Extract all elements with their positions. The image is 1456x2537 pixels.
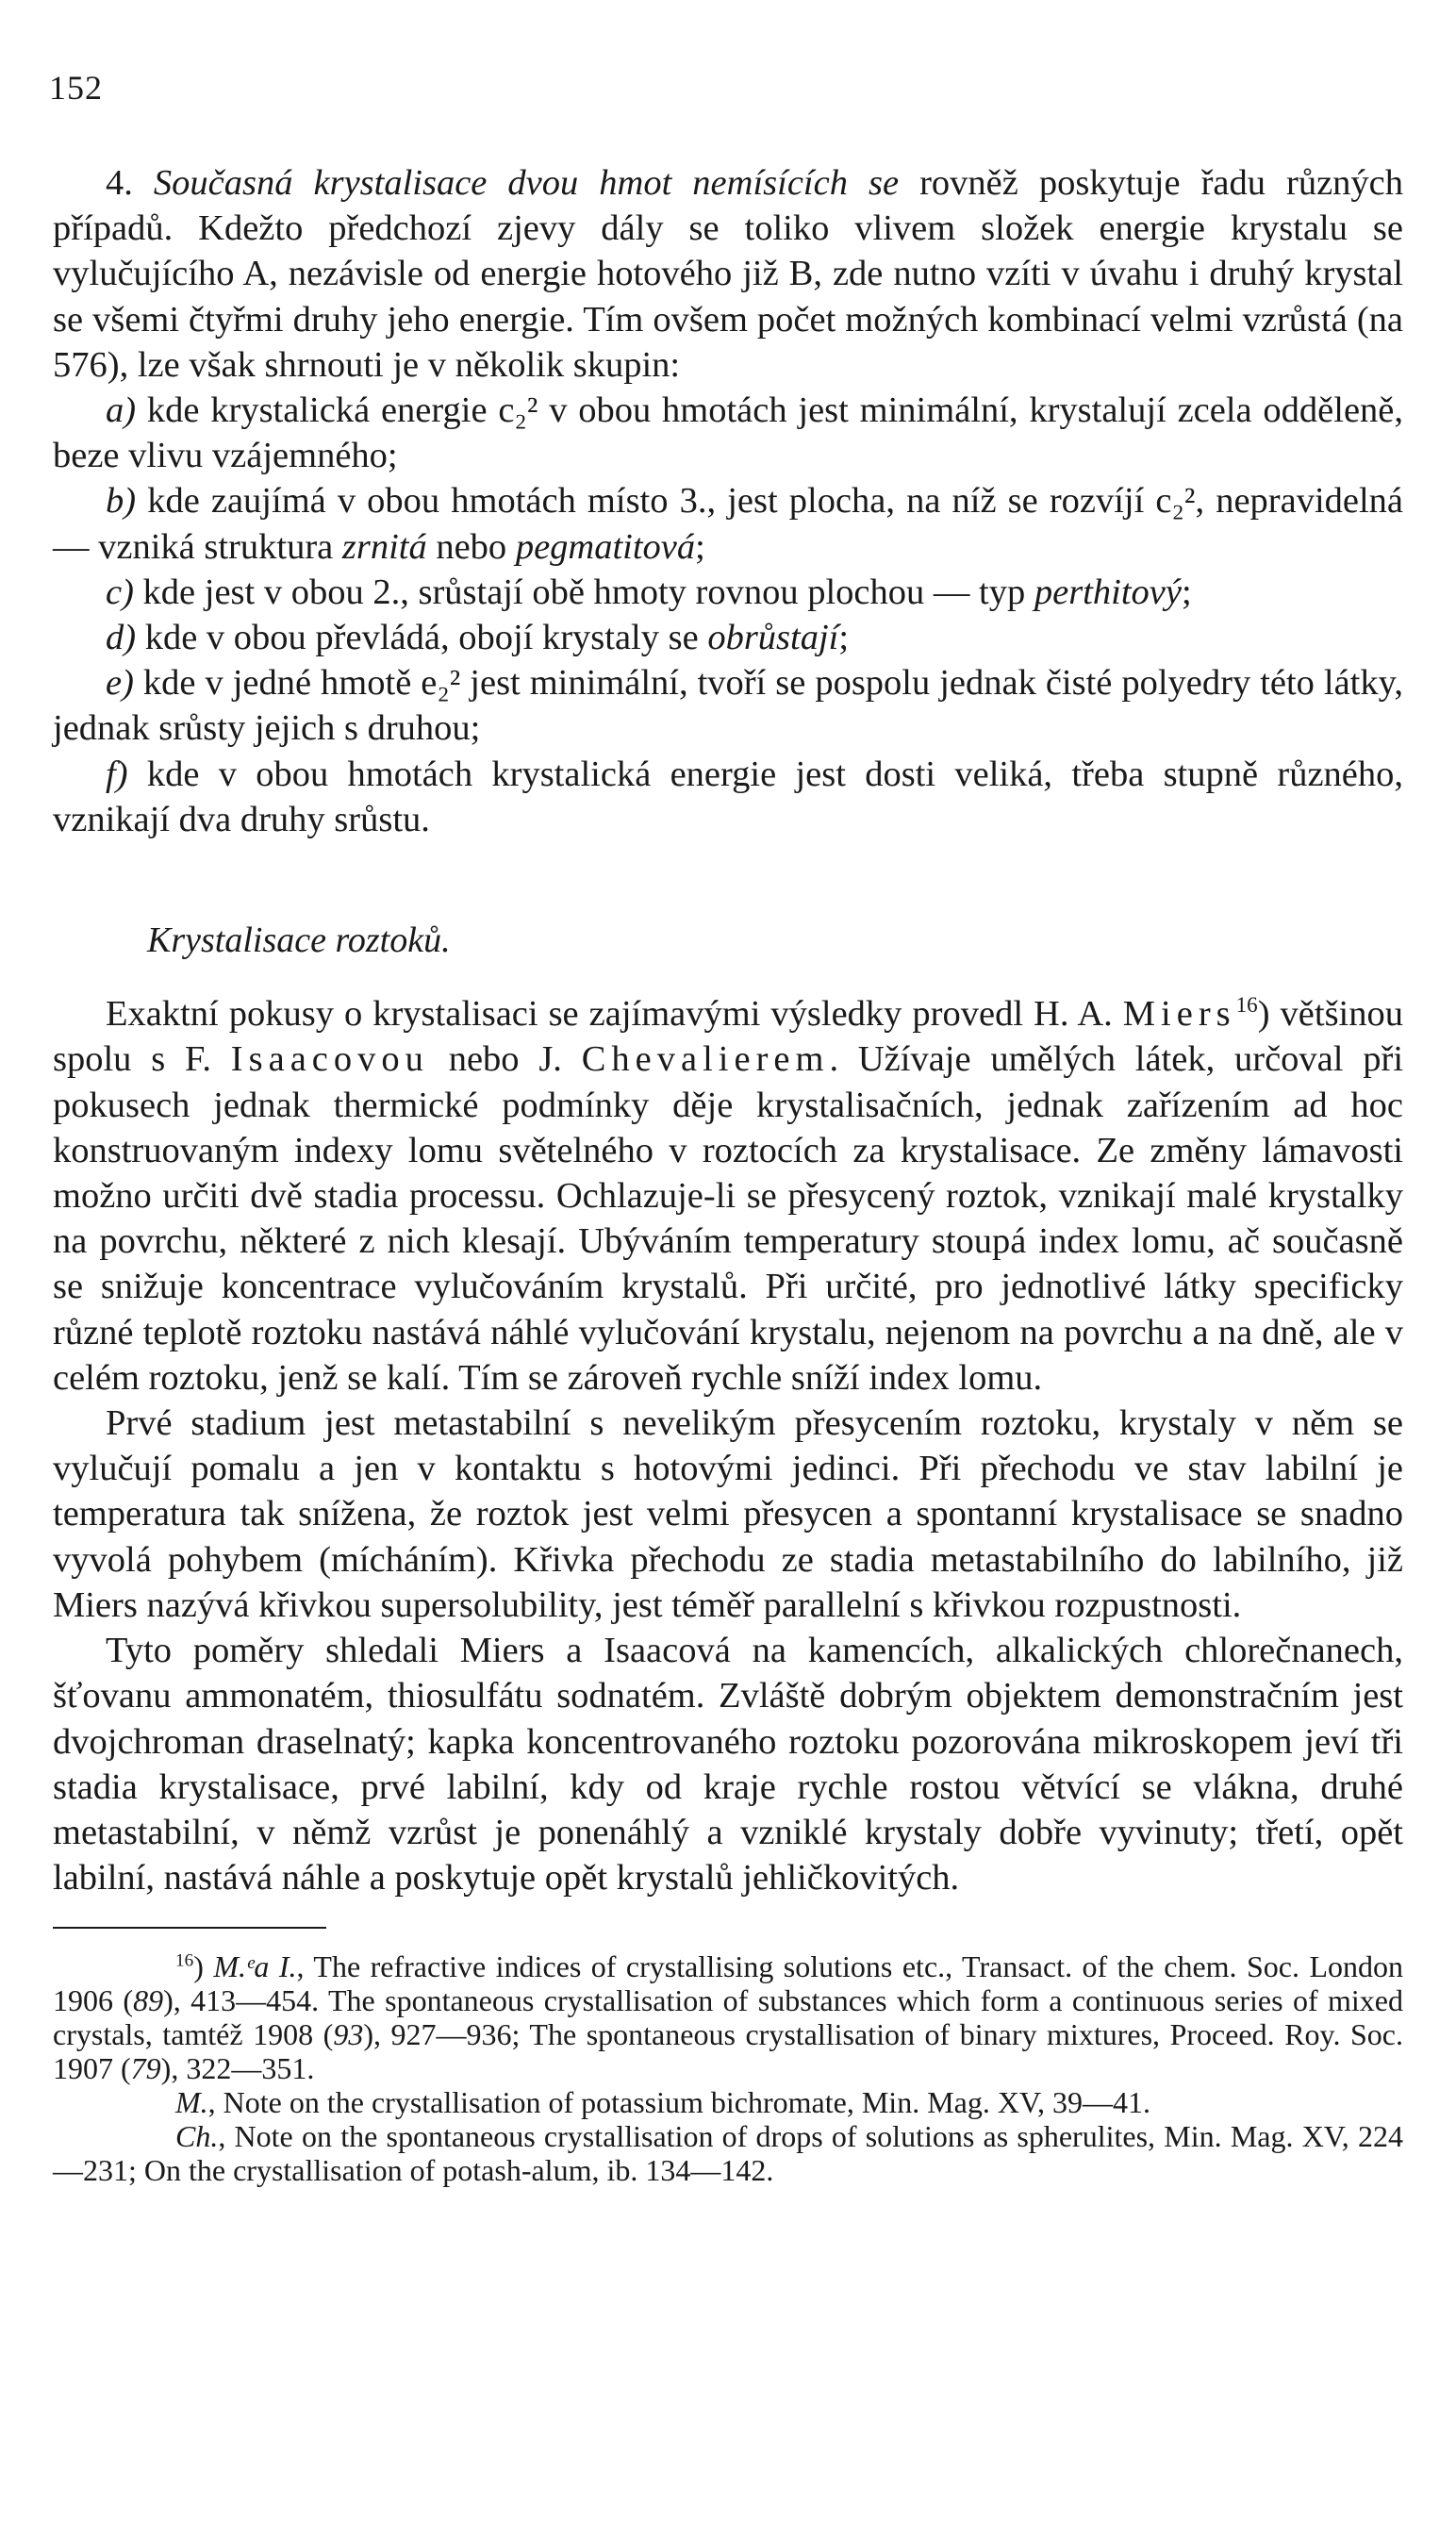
list-item-d (53, 615, 1403, 660)
list-text: nebo (436, 526, 507, 567)
paragraph-4 (53, 160, 1403, 388)
list-item-c (53, 570, 1403, 615)
volume: 93 (333, 2017, 364, 2052)
paragraph-text: . Užívaje umělých látek, určoval při pokusech jednak thermické podmínky děje krystalisačních, jednak zařízením ad hoc konstruovaným indexy lomu světelného v roztocích za krystalisace. Ze změny lámavosti možno určiti dvě stadia processu. Ochlazuje-li se přesycený roztok, vznikají malé krystalky na povrchu, některé z nich klesají. Ubýváním temperatury stoupá index lomu, ač současně se snižuje koncentrace vylučováním krystalů. Při určité, pro jednotlivé látky specificky různé teplotě roztoku nastává náhlé vylučování krystalu, nejenom na povrchu a na dně, ale v celém roztoku, jenž se kalí. Tím se zároveň rychle sníží index lomu. (53, 1039, 1404, 1398)
list-item-e (53, 660, 1403, 751)
list-item-f (53, 752, 1403, 842)
paragraph-text: nebo J. (448, 1039, 562, 1080)
list-label: c) (106, 572, 134, 612)
list-text: kde v obou převládá, obojí krystaly se (144, 618, 699, 658)
section-title: Současná krystalisace dvou hmot nemísících se (153, 163, 900, 203)
author-name: Isaacovou (230, 1039, 429, 1080)
footnotes (53, 1949, 1403, 2187)
paragraph-stadium: Prvé stadium jest metastabilní s nevelikým přesycením roztoku, krystaly v něm se vylučují pomalu a jen v kontaktu s hotovými jedinci. Při přechodu ve stav labilní je temperatura tak snížena, že roztok jest velmi přesycen a spontanní krystalisace se snadno vyvolá pohybem (mícháním). Křivka přechodu ze stadia metastabilního do labilního, již Miers nazývá křivkou supersolubility, jest téměř parallelní s křivkou rozpustnosti. (53, 1403, 1403, 1625)
footnote-text: ), 322—351. (160, 2051, 315, 2086)
footnote-text: ), 413—454. The spontaneous crystallisation of substances which form a continuous series of mixed crystals, tamtéž 1908 ( (53, 1983, 1404, 2052)
list-label: d) (106, 618, 137, 658)
footnote-divider (53, 1927, 326, 1929)
footnote-chevalier (53, 2119, 1403, 2187)
list-text: kde zaujímá v obou hmotách místo 3., jest plocha, na níž se rozvíjí c₂², nepravidelná — vzniká struktura (53, 481, 1404, 567)
punctuation: ; (838, 618, 850, 658)
paragraph-text: ) většinou spolu s F. (53, 994, 1404, 1080)
emphasis: pegmatitová (515, 526, 696, 567)
list-item-b (53, 478, 1403, 569)
footnote-16: $^{16}$) M.ᵉa I., The refractive indices of crystallising solutions etc., Transact. of the chem. Soc. London 1906 (89), 413—454. The spontaneous crystallisation of substances which form a continuous series of mixed crystals, tamtéž 1908 (93), 927—936; The spontaneous crystallisation of binary mixtures, Proceed. Roy. Soc. 1907 (79), 322—351. (53, 1949, 1404, 2086)
list-label: a) (106, 390, 137, 431)
list-text: kde krystalická energie c₂² v obou hmotách jest minimální, krystalují zcela odděleně, beze vlivu vzájemného; (53, 390, 1403, 476)
footnote-text: ), 927—936; The spontaneous crystallisation of binary mixtures, Proceed. Roy. Soc. 1907 ( (53, 2017, 1404, 2086)
paragraph-number: 4. (106, 163, 133, 203)
emphasis: zrnitá (341, 526, 427, 567)
paragraph-text: Exaktní pokusy o krystalisaci se zajímavými výsledky provedl H. A. (106, 994, 1113, 1035)
author-name: Chevalierem (581, 1039, 830, 1080)
main-text (53, 160, 1403, 1900)
page-number: 152 (49, 69, 103, 107)
section-heading: Krystalisace roztoků. (147, 920, 451, 961)
footnote-author: M.ᵉa I. (213, 1949, 297, 1984)
footnote-number: 16 (175, 1950, 194, 1971)
footnote-text: , The refractive indices of crystallising solutions etc., Transact. of the chem. Soc. London 1906 ( (53, 1949, 1404, 2018)
punctuation: ; (1181, 572, 1192, 612)
paragraph-miers (53, 991, 1403, 1401)
paragraph-text: rovněž poskytuje řadu různých případů. Kdežto předchozí zjevy dály se toliko vlivem složek energie krystalu se vylučujícího A, nezávisle od energie hotového již B, zde nutno vzíti v úvahu i druhý krystal se všemi čtyřmi druhy jeho energie. Tím ovšem počet možných kombinací velmi vzrůstá (na 576), lze však shrnouti je v několik skupin: (53, 163, 1404, 385)
punctuation: ; (695, 526, 705, 567)
emphasis: obrůstají (707, 618, 839, 658)
footnote-ref: 16 (1235, 992, 1258, 1018)
footnote-author: Ch. (175, 2119, 219, 2154)
volume: 79 (130, 2051, 161, 2086)
list-text: kde v obou hmotách krystalická energie jest dosti veliká, třeba stupně různého, vznikají dva druhy srůstu. (53, 754, 1403, 839)
footnote-text: , Note on the crystallisation of potassium bichromate, Min. Mag. XV, 39—41. (207, 2085, 1150, 2120)
footnote-text: , Note on the spontaneous crystallisation of drops of solutions as spherulites, Min. Mag. XV, 224—231; On the crystallisation of potash-alum, ib. 134—142. (53, 2119, 1403, 2188)
emphasis: perthitový (1034, 572, 1182, 612)
volume: 89 (133, 1983, 164, 2018)
paragraph-pomery: Tyto poměry shledali Miers a Isaacová na kamencích, alkalických chlorečnanech, šťovanu ammonatém, thiosulfátu sodnatém. Zvláště dobrým objektem demonstračním jest dvojchroman draselnatý; kapka koncentrovaného roztoku pozorována mikroskopem jeví tři stadia krystalisace, prvé labilní, kdy od kraje rychle rostou větvící se vlákna, druhé metastabilní, v němž vzrůst je ponenáhlý a vzniklé krystaly dobře vyvinuty; třetí, opět labilní, nastává náhle a poskytuje opět krystalů jehličkovitých. (53, 1631, 1403, 1899)
footnote-miers-2 (53, 2085, 1403, 2119)
footnote-author: M. (175, 2085, 208, 2120)
list-text: kde jest v obou 2., srůstají obě hmoty rovnou plochou — typ (142, 572, 1026, 612)
list-label: b) (106, 481, 137, 522)
author-name: Miers (1122, 994, 1236, 1035)
list-item-a (53, 388, 1403, 478)
list-label: f) (106, 754, 128, 794)
list-text: kde v jedné hmotě e₂² jest minimální, tvoří se pospolu jednak čisté polyedry této látky, jednak srůsty jejich s druhou; (53, 663, 1404, 749)
list-label: e) (106, 663, 134, 704)
